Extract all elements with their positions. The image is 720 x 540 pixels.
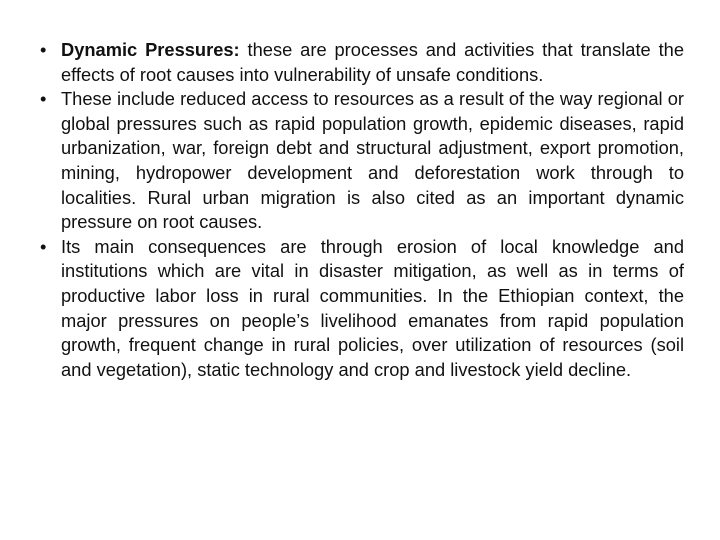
bullet-marker: • (40, 235, 47, 257)
bullet-text: Its main consequences are through erosion of local knowledge and institutions which are vital in disaster mitigation, as well as in terms of productive labor loss in rural communities. In the Ethiopian context, the major pressures on people’s livelihood emanates from rapid population growth, frequent change in rural policies, over utilization of resources (soil and vegetation), static technology and crop and livestock yield decline. (61, 235, 684, 380)
bullet-item-reduced-access (38, 87, 684, 235)
bullet-text: these are processes and activities that translate the effects of root causes into vulnerability of unsafe conditions. (61, 39, 685, 85)
bullet-lead-term: Dynamic Pressures: (61, 39, 240, 60)
bullet-list (38, 38, 684, 382)
bullet-marker: • (40, 39, 47, 60)
bullet-text: These include reduced access to resources as a result of the way regional or global pressures such as rapid population growth, epidemic diseases, rapid urbanization, war, foreign debt and structural adjustment, export promotion, mining, hydropower development and deforestation work through to localities. Rural urban migration is also cited as an important dynamic pressure on root causes. (61, 88, 684, 233)
bullet-item-main-consequences (38, 235, 684, 383)
bullet-marker: • (40, 88, 47, 110)
bullet-item-dynamic-pressures (38, 38, 684, 87)
